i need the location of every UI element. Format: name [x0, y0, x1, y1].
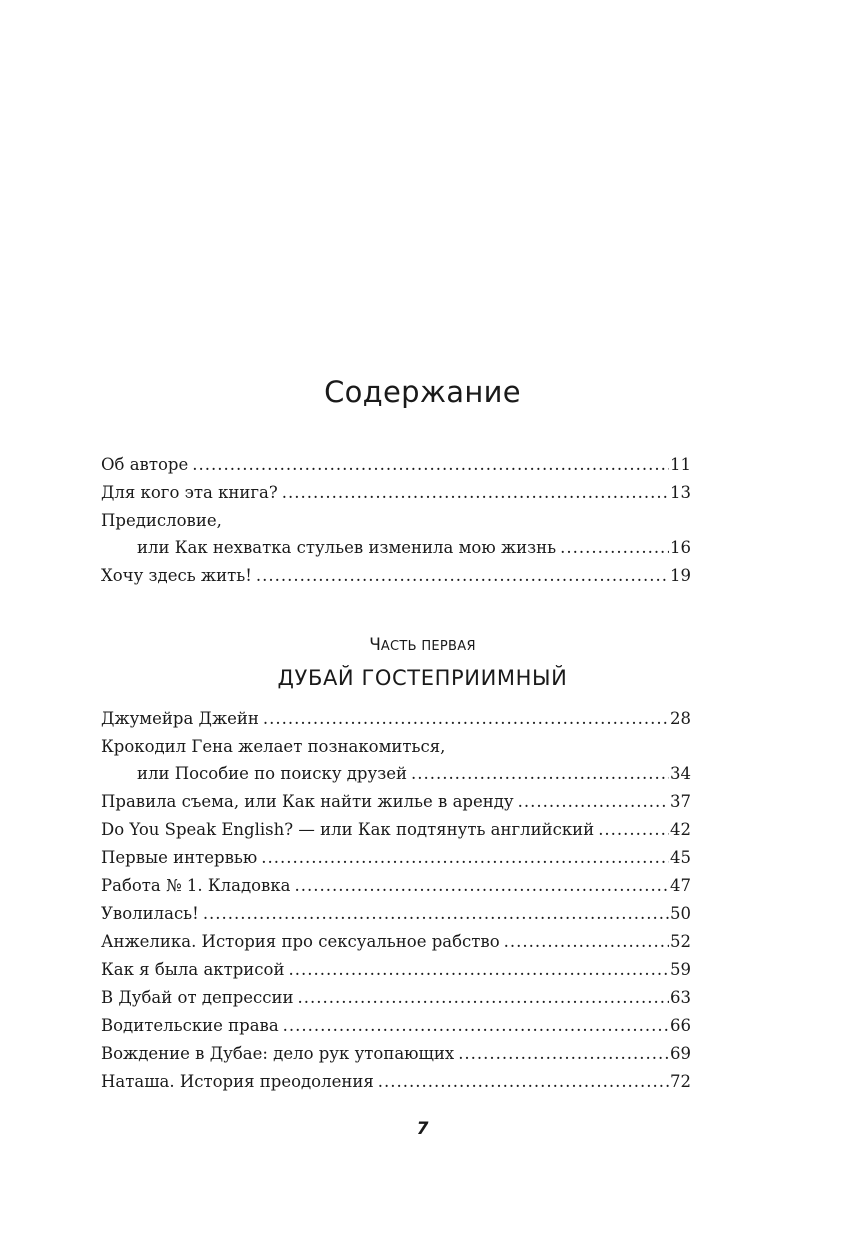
dot-leader: [192, 451, 669, 479]
dot-leader: [282, 479, 669, 507]
dot-leader: [283, 1012, 669, 1040]
part-title: ДУБАЙ ГОСТЕПРИИМНЫЙ: [277, 666, 568, 690]
dot-leader: [458, 1040, 669, 1068]
dot-leader: [288, 956, 669, 984]
dot-leader: [378, 1068, 669, 1096]
dot-leader: [504, 928, 669, 956]
part-label-initial: Ч: [369, 635, 381, 655]
toc-entry-page: 50: [670, 904, 691, 923]
toc-entry-title: Водительские права: [101, 1016, 279, 1035]
toc-front-matter: [101, 451, 691, 590]
toc-entry-title: Наташа. История преодоления: [101, 1072, 374, 1091]
toc-entry[interactable]: [101, 451, 691, 479]
dot-leader: [261, 844, 669, 872]
dot-leader: [598, 816, 669, 844]
toc-entry-title: Для кого эта книга?: [101, 483, 278, 502]
toc-entry-page: 16: [670, 538, 691, 557]
toc-entry-line-2[interactable]: [101, 534, 691, 562]
dot-leader: [256, 562, 669, 590]
toc-entry-title: Предисловие,: [101, 511, 222, 530]
toc-entry[interactable]: [101, 1068, 691, 1096]
toc-entry-page: 28: [670, 709, 691, 728]
dot-leader: [263, 705, 669, 733]
toc-entry[interactable]: [101, 1040, 691, 1068]
toc-entry[interactable]: [101, 844, 691, 872]
toc-entry-page: 66: [670, 1016, 691, 1035]
toc-entry-title: Как я была актрисой: [101, 960, 285, 979]
toc-entry[interactable]: [101, 479, 691, 507]
toc-entry-subtitle: или Как нехватка стульев изменила мою жизнь: [137, 538, 557, 557]
toc-entry-line-1[interactable]: [101, 507, 691, 534]
page-title: Содержание: [324, 375, 521, 410]
toc-entry-title: Правила съема, или Как найти жилье в аренду: [101, 792, 514, 811]
toc-entry[interactable]: [101, 984, 691, 1012]
toc-entry-title: Хочу здесь жить!: [101, 566, 252, 585]
toc-entry-page: 13: [670, 483, 691, 502]
toc-entry-line-1[interactable]: [101, 733, 691, 760]
toc-entry-page: 11: [670, 455, 691, 474]
toc-entry-page: 52: [670, 932, 691, 951]
toc-entry-subtitle: или Пособие по поиску друзей: [137, 764, 407, 783]
toc-entry-page: 63: [670, 988, 691, 1007]
toc-entry[interactable]: [101, 705, 691, 733]
toc-entry-title: Do You Speak English? — или Как подтянуть английский: [101, 820, 595, 839]
toc-entry[interactable]: [101, 956, 691, 984]
toc-entry-title: Анжелика. История про сексуальное рабство: [101, 932, 500, 951]
part-label-rest: АСТЬ ПЕРВАЯ: [380, 639, 476, 654]
dot-leader: [560, 534, 669, 562]
dot-leader: [298, 984, 669, 1012]
toc-entry-page: 47: [670, 876, 691, 895]
toc-entry-title: Об авторе: [101, 455, 189, 474]
toc-entry-page: 42: [670, 820, 691, 839]
toc-entry[interactable]: [101, 816, 691, 844]
toc-entry-page: 69: [670, 1044, 691, 1063]
toc-entry[interactable]: [101, 562, 691, 590]
dot-leader: [411, 760, 669, 788]
toc-entry-title: Джумейра Джейн: [101, 709, 259, 728]
toc-entry[interactable]: [101, 928, 691, 956]
part-label: [0, 633, 845, 659]
toc-entry[interactable]: [101, 788, 691, 816]
toc-entry-title: Крокодил Гена желает познакомиться,: [101, 737, 446, 756]
toc-entry-title: Первые интервью: [101, 848, 258, 867]
dot-leader: [294, 872, 669, 900]
toc-entry-page: 19: [670, 566, 691, 585]
dot-leader: [203, 900, 669, 928]
toc-entry-title: Вождение в Дубае: дело рук утопающих: [101, 1044, 455, 1063]
page-number: 7: [416, 1119, 429, 1139]
toc-entry-page: 59: [670, 960, 691, 979]
toc-entry-title: Работа № 1. Кладовка: [101, 876, 291, 895]
toc-entry[interactable]: [101, 872, 691, 900]
toc-entry-page: 72: [670, 1072, 691, 1091]
toc-entry-line-2[interactable]: [101, 760, 691, 788]
dot-leader: [518, 788, 669, 816]
toc-part-one: [101, 705, 691, 1096]
toc-entry[interactable]: [101, 900, 691, 928]
toc-entry-page: 45: [670, 848, 691, 867]
toc-entry-title: Уволилась!: [101, 904, 199, 923]
toc-entry[interactable]: [101, 1012, 691, 1040]
toc-entry-page: 34: [670, 764, 691, 783]
toc-entry-title: В Дубай от депрессии: [101, 988, 294, 1007]
toc-entry-page: 37: [670, 792, 691, 811]
